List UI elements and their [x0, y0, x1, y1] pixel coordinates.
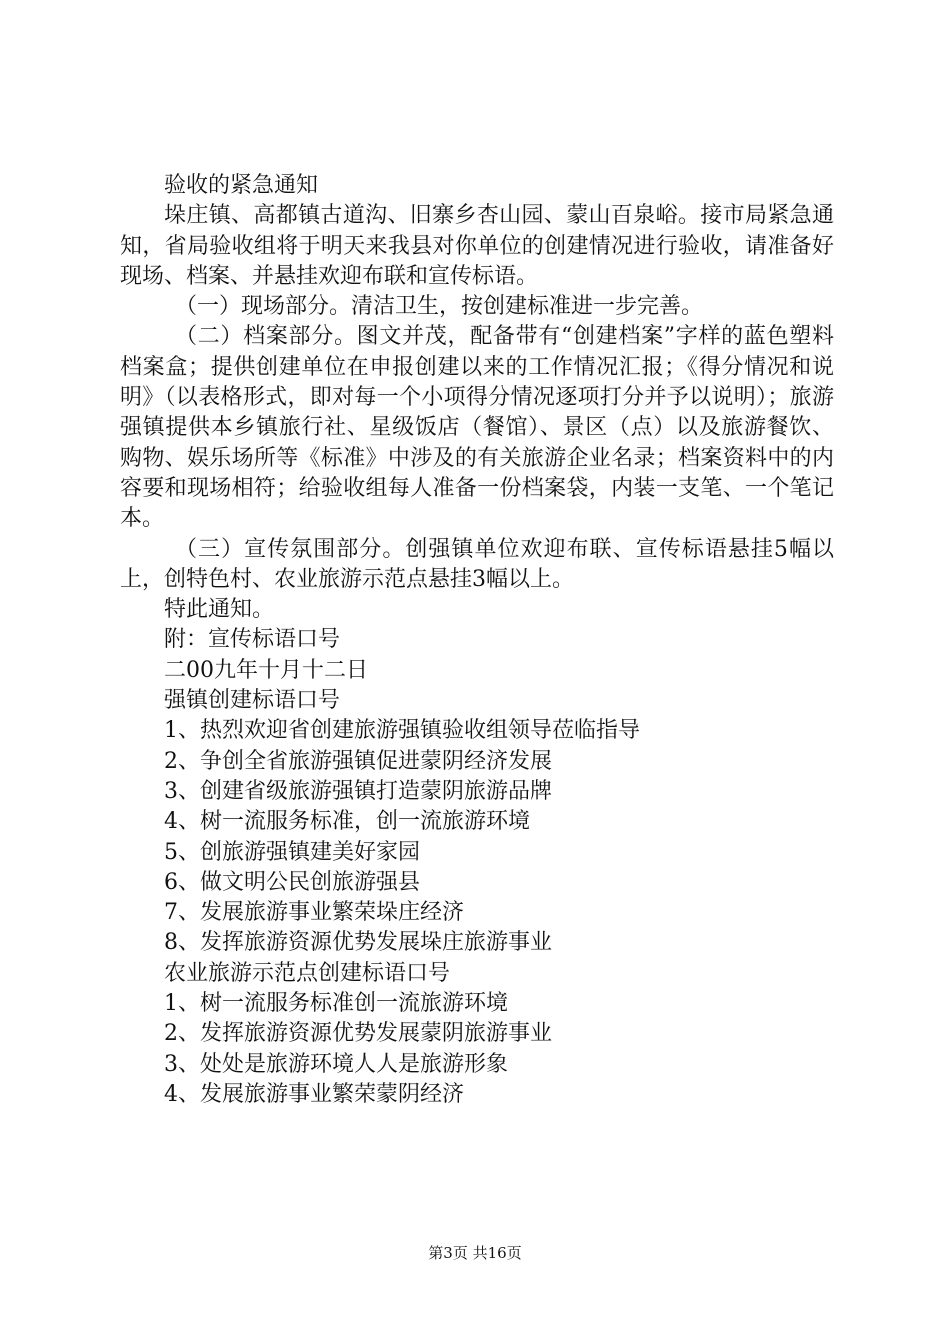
notice-intro-paragraph: 垛庄镇、高都镇古道沟、旧寨乡杏山园、蒙山百泉峪。接市局紧急通知，省局验收组将于明天来我县对你单位的创建情况进行验收，请准备好现场、档案、并悬挂欢迎布联和宣传标语。 — [120, 203, 834, 289]
document-body — [120, 171, 834, 1110]
page-footer: 第3页 共16页 — [428, 1244, 522, 1262]
archive-section-paragraph: （二）档案部分。图文并茂，配备带有“创建档案”字样的蓝色塑料档案盒；提供创建单位在申报创建以来的工作情况汇报；《得分情况和说明》（以表格形式，即对每一个小项得分情况逐项打分并予以说明）；旅游强镇提供本乡镇旅行社、星级饭店（餐馆）、景区（点）以及旅游餐饮、购物、娱乐场所等《标准》中涉及的有关旅游企业名录；档案资料中的内容要和现场相符；给验收组每人准备一份档案袋，内装一支笔、一个笔记本。 — [120, 324, 834, 532]
closing-line: 特此通知。 — [164, 597, 275, 623]
slogan-list-agri — [120, 989, 834, 1110]
slogan-list-town — [120, 716, 834, 958]
list-item: 1、树一流服务标准创一流旅游环境 — [164, 991, 508, 1017]
attachment-line: 附：宣传标语口号 — [164, 627, 341, 653]
list-item: 4、发展旅游事业繁荣蒙阴经济 — [164, 1081, 464, 1107]
list-item: 1、热烈欢迎省创建旅游强镇验收组领导莅临指导 — [164, 718, 640, 744]
list-item: 2、发挥旅游资源优势发展蒙阴旅游事业 — [164, 1021, 552, 1047]
date-line: 二00九年十月十二日 — [164, 657, 368, 683]
notice-title: 验收的紧急通知 — [164, 173, 319, 198]
list-item: 8、发挥旅游资源优势发展垛庄旅游事业 — [164, 930, 552, 956]
list-item: 3、处处是旅游环境人人是旅游形象 — [164, 1051, 508, 1077]
publicity-section-paragraph: （三）宣传氛围部分。创强镇单位欢迎布联、宣传标语悬挂5幅以上，创特色村、农业旅游示范点悬挂3幅以上。 — [120, 536, 834, 592]
list-item: 2、争创全省旅游强镇促进蒙阴经济发展 — [164, 748, 552, 774]
list-item: 7、发展旅游事业繁荣垛庄经济 — [164, 900, 464, 926]
section-heading-agri: 农业旅游示范点创建标语口号 — [164, 960, 451, 986]
list-item: 3、创建省级旅游强镇打造蒙阴旅游品牌 — [164, 778, 552, 804]
list-item: 6、做文明公民创旅游强县 — [164, 869, 420, 895]
site-section-paragraph: （一）现场部分。清洁卫生，按创建标准进一步完善。 — [175, 294, 704, 320]
section-heading-town: 强镇创建标语口号 — [164, 688, 341, 714]
list-item: 4、树一流服务标准，创一流旅游环境 — [164, 809, 530, 835]
list-item: 5、创旅游强镇建美好家园 — [164, 839, 420, 865]
